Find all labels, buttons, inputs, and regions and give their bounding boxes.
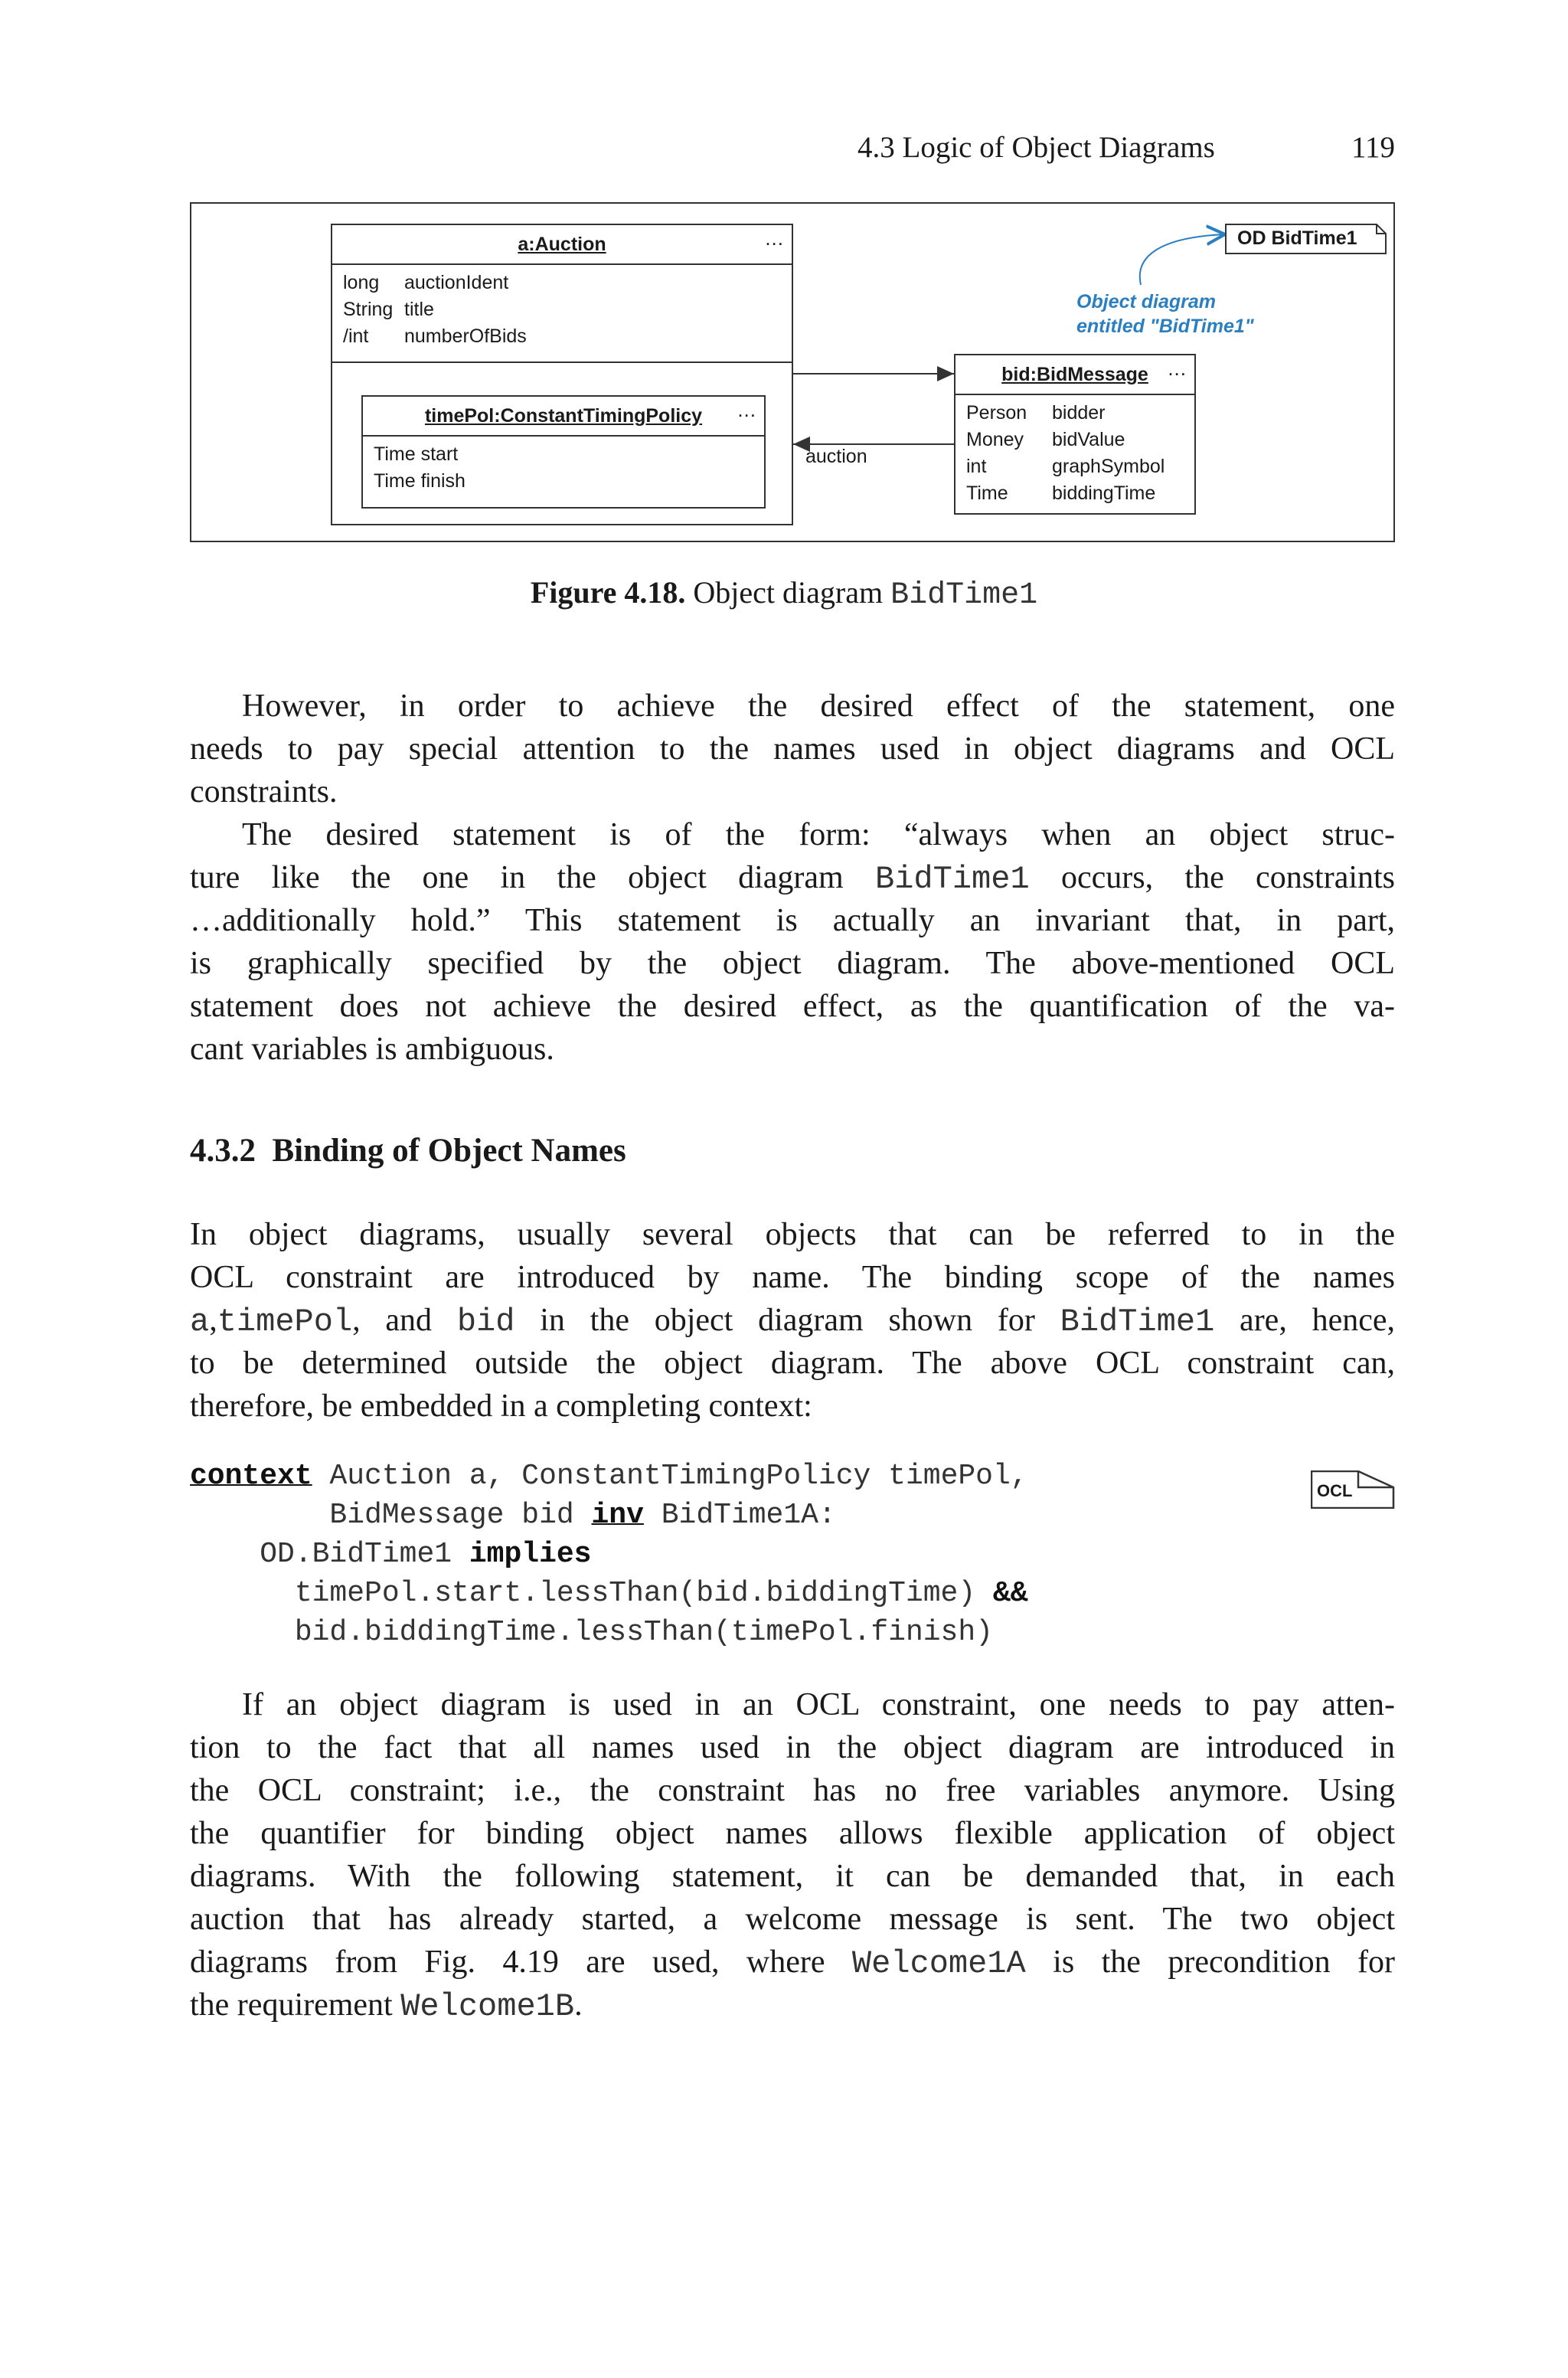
section-title: Binding of Object Names [272,1133,626,1169]
link-label-auction: auction [805,446,867,467]
inline-code: Welcome1A [851,1945,1026,1982]
text-segment: the requirement [190,1987,393,2023]
running-header [858,130,1395,165]
timing-object-title: timePol:ConstantTimingPolicy [363,397,764,437]
text-line: cant variables is ambiguous. [190,1032,554,1067]
diagram-tag-text: OD BidTime1 [1237,227,1357,249]
attr-type: /int [343,325,369,347]
timing-more-dots: ... [737,398,756,421]
auction-attributes [332,265,792,363]
text-line [190,856,1395,899]
code-line [190,1496,1028,1535]
text-line: However, in order to achieve the desired effect of the statement, one [242,689,1395,724]
attr-type: String [343,299,394,320]
annotation-arrow [1140,234,1225,285]
text-line: The desired statement is of the form: “always when an object struc- [242,817,1395,852]
text-line: auction that has already started, a welcome message is sent. The two object [190,1902,1395,1937]
attr-type: Time [374,443,416,465]
code-line: bid.biddingTime.lessThan(timePol.finish) [190,1616,993,1649]
text-line: the quantifier for binding object names allows flexible application of object [190,1816,1395,1851]
attr-type: int [966,456,987,477]
caption-label: Figure 4.18. [530,575,686,610]
code-text: timePol.start.lessThan(bid.biddingTime) [190,1577,993,1610]
attr-name: biddingTime [1052,482,1156,504]
text-line: If an object diagram is used in an OCL constraint, one needs to pay atten- [242,1687,1395,1722]
text-segment: , [209,1303,217,1338]
attr-name: graphSymbol [1052,456,1165,477]
attr-type: Time [966,482,1008,504]
bid-attributes [956,395,1194,507]
inline-code: a [190,1303,210,1340]
attr-type: Time [374,470,416,492]
code-keyword: && [992,1577,1028,1610]
inline-code: timePol [217,1303,353,1340]
text-line: OCL constraint are introduced by name. The binding scope of the names [190,1260,1395,1295]
text-line [190,1984,1395,2026]
text-line [190,1941,1395,1984]
text-line [190,1299,1395,1342]
attr-name: start [420,443,459,465]
text-segment: , and [352,1303,433,1338]
code-text: BidMessage bid [190,1499,592,1532]
bid-attr-row [966,427,1184,453]
bid-object-title: bid:BidMessage [956,355,1194,395]
attr-name: auctionIdent [404,272,509,293]
code-text: OD.BidTime1 [190,1538,469,1571]
timing-attr-row [374,468,753,495]
diagram-annotation [1076,289,1254,339]
page-number: 119 [1351,131,1395,164]
code-keyword: inv [591,1499,644,1532]
header-section: 4.3 Logic of Object Diagrams [858,131,1215,164]
auction-object-title: a:Auction [332,225,792,265]
text-segment: . [574,1987,583,2023]
text-line: tion to the fact that all names used in the object diagram are introduced in [190,1730,1395,1765]
auction-attr-row [343,296,781,323]
bid-more-dots: ... [1168,357,1187,380]
text-line: needs to pay special attention to the names used in object diagrams and OCL [190,731,1395,767]
timing-attributes [363,437,764,495]
paragraph-4 [190,1683,1395,2026]
figure-frame [190,202,1395,542]
text-line: constraints. [190,774,338,810]
code-text: Auction a, ConstantTimingPolicy timePol, [312,1460,1028,1493]
bid-message-object [954,354,1196,515]
code-text: BidTime1A: [643,1499,836,1532]
timing-attr-row [374,441,753,468]
text-line: …additionally hold.” This statement is actually an invariant that, in part, [190,903,1395,938]
ocl-badge [1311,1470,1395,1509]
attr-type: Money [966,429,1024,450]
diagram-tag [1225,224,1387,254]
paragraph-1 [190,685,1395,813]
text-line: therefore, be embedded in a completing context: [190,1389,812,1424]
text-segment: in the object diagram shown for [540,1303,1035,1338]
figure-caption [0,574,1568,613]
section-heading [190,1132,626,1169]
timing-policy-object [361,395,766,509]
inline-code: Welcome1B [400,1988,575,2025]
paragraph-2 [190,813,1395,1071]
code-keyword: context [190,1460,312,1493]
attr-name: numberOfBids [404,325,527,347]
bid-attr-row [966,480,1184,507]
text-line: In object diagrams, usually several objects that can be referred to in the [190,1217,1395,1252]
annotation-line-1: Object diagram [1076,291,1216,312]
code-line [190,1535,1028,1574]
text-line: diagrams. With the following statement, it can be demanded that, in each [190,1859,1395,1894]
auction-more-dots: ... [765,227,784,250]
attr-type: Person [966,402,1027,424]
bid-attr-row [966,400,1184,427]
text-segment: diagrams from Fig. 4.19 are used, where [190,1945,825,1980]
inline-code: bid [456,1303,515,1340]
ocl-badge-text: OCL [1317,1481,1353,1500]
text-segment: occurs, the constraints [1060,860,1396,895]
text-segment: is the precondition for [1053,1945,1395,1980]
bid-attr-row [966,453,1184,480]
text-segment: ture like the one in the object diagram [190,860,844,895]
caption-code: BidTime1 [890,578,1038,613]
auction-attr-row [343,323,781,350]
auction-object [331,224,793,525]
ocl-code-block [190,1457,1028,1652]
attr-name: title [404,299,434,320]
attr-name: finish [420,470,466,492]
attr-name: bidder [1052,402,1106,424]
inline-code: BidTime1 [1060,1303,1215,1340]
annotation-line-2: entitled "BidTime1" [1076,316,1254,337]
text-line: the OCL constraint; i.e., the constraint has no free variables anymore. Using [190,1773,1395,1808]
text-segment: are, hence, [1240,1303,1396,1338]
text-line: is graphically specified by the object diagram. The above-mentioned OCL [190,946,1395,981]
inline-code: BidTime1 [875,861,1030,898]
code-keyword: implies [469,1538,592,1571]
text-line: statement does not achieve the desired effect, as the quantification of the va- [190,989,1395,1024]
attr-name: bidValue [1052,429,1125,450]
section-number: 4.3.2 [190,1133,256,1169]
code-line [190,1457,1028,1496]
paragraph-3 [190,1213,1395,1428]
auction-attr-row [343,270,781,296]
caption-text: Object diagram [693,575,884,610]
attr-type: long [343,272,380,293]
code-line [190,1574,1028,1613]
text-line: to be determined outside the object diagram. The above OCL constraint can, [190,1346,1395,1381]
